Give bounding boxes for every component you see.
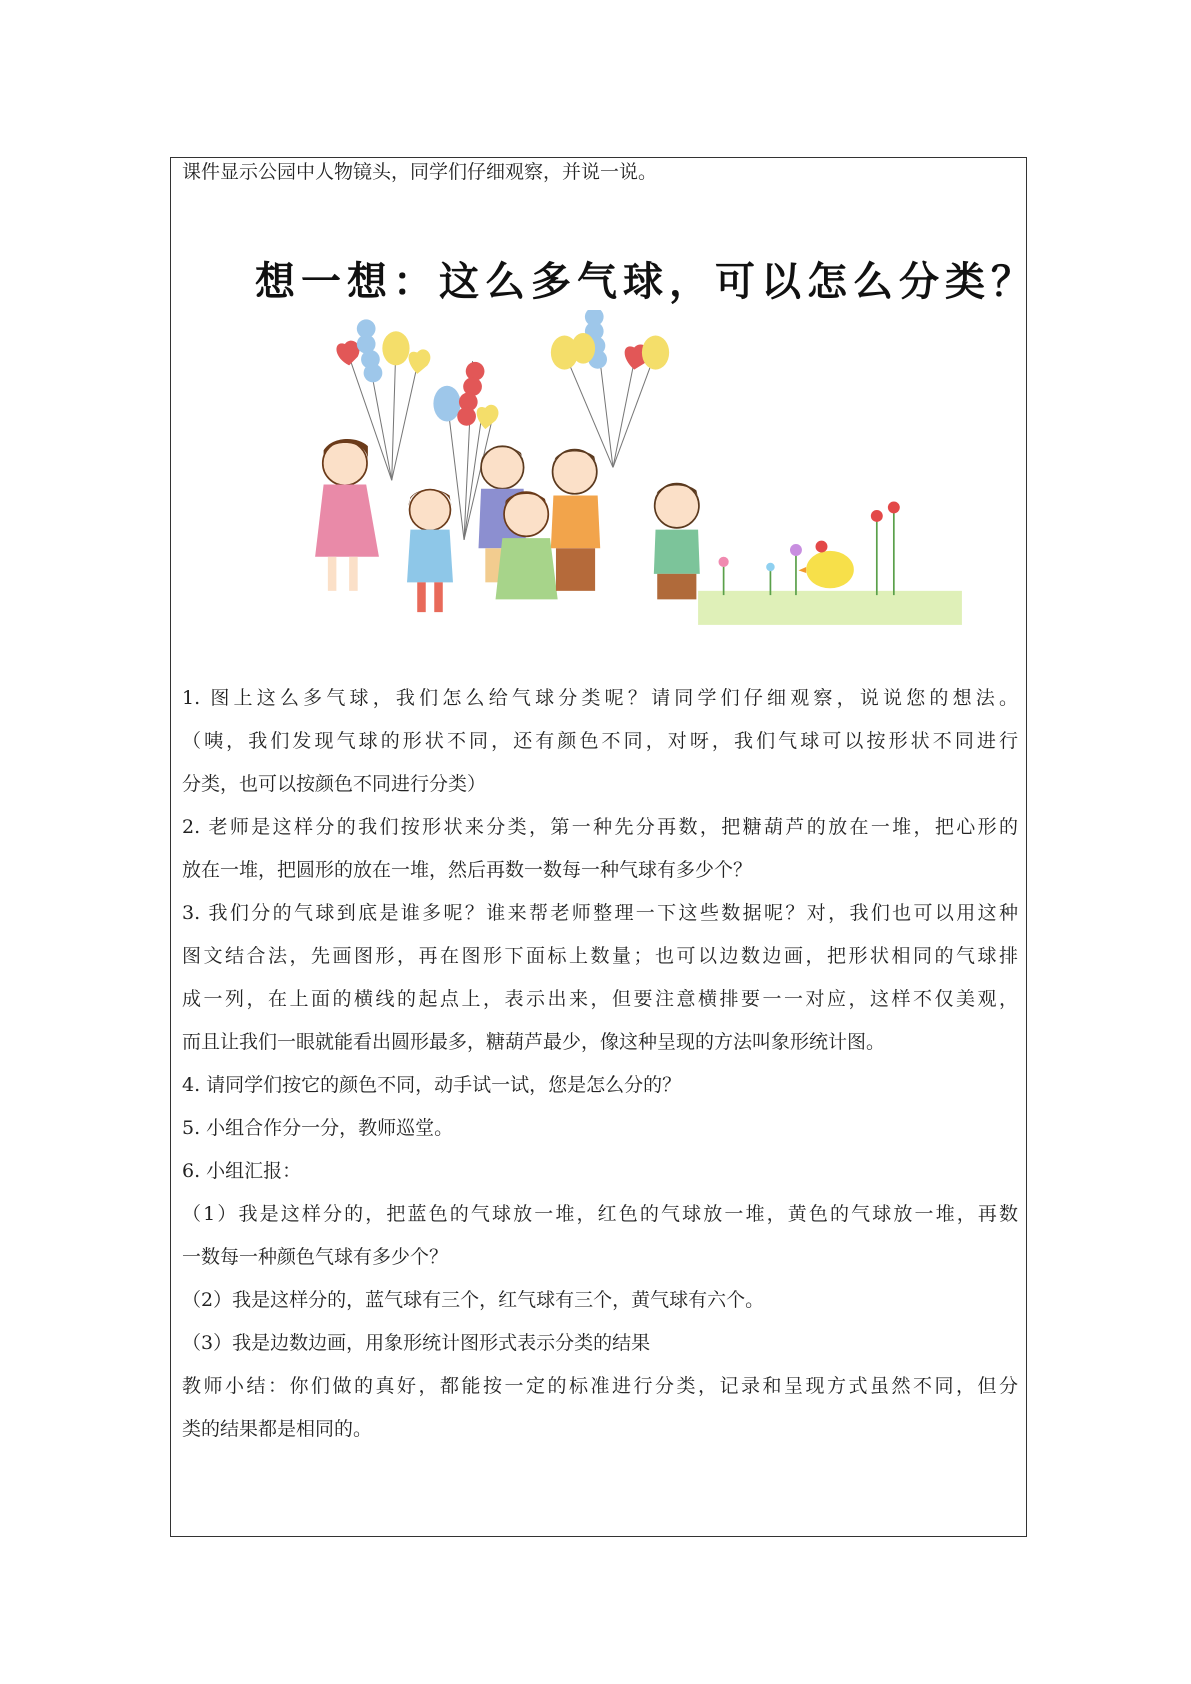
paragraph-1: 1. 图上这么多气球，我们怎么给气球分类呢？请同学们仔细观察，说说您的想法。 — [182, 687, 1018, 709]
child-girl-blue — [407, 489, 453, 612]
paragraph-10: 4. 请同学们按它的颜色不同，动手试一试，您是怎么分的？ — [182, 1074, 682, 1096]
paragraph-3: 分类，也可以按颜色不同进行分类） — [182, 773, 487, 795]
paragraph-15: （2）我是这样分的，蓝气球有三个，红气球有三个，黄气球有六个。 — [182, 1289, 765, 1311]
illustration-title: 想一想：这么多气球，可以怎么分类？ — [255, 259, 1037, 305]
balloon-group-middle — [433, 362, 498, 429]
paragraph-18: 类的结果都是相同的。 — [182, 1418, 373, 1440]
paragraph-7: 图文结合法，先画图形，再在图形下面标上数量；也可以边数边画，把形状相同的气球排 — [182, 945, 1018, 967]
child-girl-pink — [315, 439, 379, 591]
paragraph-11: 5. 小组合作分一分，教师巡堂。 — [182, 1117, 454, 1139]
chick — [799, 541, 854, 589]
grass — [698, 591, 962, 625]
paragraph-6: 3. 我们分的气球到底是谁多呢？谁来帮老师整理一下这些数据呢？对，我们也可以用这种 — [182, 902, 1018, 924]
paragraph-8: 成一列，在上面的横线的起点上，表示出来，但要注意横排要一一对应，这样不仅美观， — [182, 988, 1018, 1010]
child-girl-green — [496, 492, 558, 599]
intro-text: 课件显示公园中人物镜头，同学们仔细观察，并说一说。 — [182, 161, 658, 183]
paragraph-13: （1）我是这样分的，把蓝色的气球放一堆，红色的气球放一堆，黄色的气球放一堆，再数 — [182, 1203, 1018, 1225]
paragraph-14: 一数每一种颜色气球有多少个？ — [182, 1246, 449, 1268]
paragraph-9: 而且让我们一眼就能看出圆形最多，糖葫芦最少，像这种呈现的方法叫象形统计图。 — [182, 1031, 886, 1053]
paragraph-4: 2. 老师是这样分的我们按形状来分类，第一种先分再数，把糖葫芦的放在一堆，把心形的 — [182, 816, 1018, 838]
paragraph-17: 教师小结：你们做的真好，都能按一定的标准进行分类，记录和呈现方式虽然不同，但分 — [182, 1375, 1018, 1397]
child-boy-green — [654, 484, 700, 600]
flowers — [719, 501, 900, 595]
balloon-group-left — [336, 319, 430, 382]
child-boy-orange — [551, 450, 600, 591]
paragraph-2: （咦，我们发现气球的形状不同，还有颜色不同，对呀，我们气球可以按形状不同进行 — [182, 730, 1018, 752]
balloon-illustration — [240, 310, 1020, 710]
balloon-group-right — [551, 310, 669, 370]
paragraph-5: 放在一堆，把圆形的放在一堆，然后再数一数每一种气球有多少个？ — [182, 859, 753, 881]
paragraph-12: 6. 小组汇报： — [182, 1160, 302, 1182]
paragraph-16: （3）我是边数边画，用象形统计图形式表示分类的结果 — [182, 1332, 651, 1354]
